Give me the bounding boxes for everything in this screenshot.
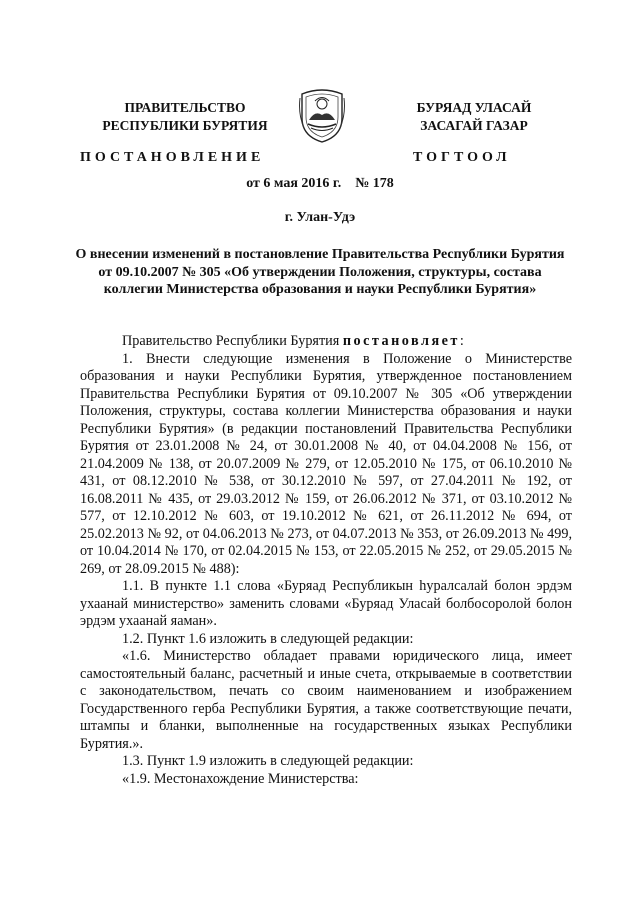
issuer-russian-line1: ПРАВИТЕЛЬСТВО: [124, 100, 246, 115]
paragraph-1-2-quote: «1.6. Министерство обладает правами юридического лица, имеет самостоятельный баланс, расчетный и иные счета, открываемые в соответствии с законодательством, печать со своим наименованием и изображением Государственного герба Республики Бурятия, а также соответствующие печати, штампы и бланки, выполненные на государственных языках Республики Бурятия.».: [80, 648, 572, 752]
issuer-buryat-line1: БУРЯАД УЛАСАЙ: [416, 100, 532, 115]
issuer-buryat-line2: ЗАСАГАЙ ГАЗАР: [420, 118, 528, 133]
paragraph-1-1: 1.1. В пункте 1.1 слова «Буряад Республикын hуралсалай болон эрдэм ухаанай министерство» заменить словами «Буряад Уласай болбосоролой болон эрдэм ухаанай яаман».: [80, 578, 572, 629]
paragraph-1-2: 1.2. Пункт 1.6 изложить в следующей редакции:: [122, 630, 414, 647]
document-title: О внесении изменений в постановление Правительства Республики Бурятия от 09.10.2007 № 305 «Об утверждении Положения, структуры, состава коллегии Министерства образования и науки Республики Бурятия»: [75, 247, 565, 297]
issuer-russian: [100, 99, 270, 135]
paragraph-1: 1. Внести следующие изменения в Положение о Министерстве образования и науки Республики Бурятия, утвержденное постановлением Правительства Республики Бурятия от 09.10.2007 № 305 «Об утверждении Положения, структуры, состава коллегии Министерства образования и науки Республики Бурятия» (в редакции постановлений Правительства Республики Бурятия от 23.01.2008 № 24, от 30.01.2008 № 40, от 04.04.2008 № 156, от 21.04.2009 № 138, от 20.07.2009 № 279, от 12.05.2010 № 175, от 06.10.2010 № 431, от 08.12.2010 № 538, от 30.12.2010 № 597, от 27.04.2011 № 192, от 16.08.2011 № 435, от 29.03.2012 № 159, от 26.06.2012 № 371, от 03.10.2012 № 577, от 12.10.2012 № 603, от 19.10.2012 № 621, от 26.11.2012 № 694, от 25.02.2013 № 92, от 04.06.2013 № 273, от 04.07.2013 № 353, от 26.09.2013 № 499, от 10.04.2014 № 170, от 02.04.2015 № 153, от 22.05.2015 № 252, от 29.05.2015 № 269, от 28.09.2015 № 488):: [80, 350, 572, 577]
document-body: [80, 333, 572, 788]
document-date-number: от 6 мая 2016 г. № 178: [246, 176, 394, 191]
intro-prefix: Правительство Республики Бурятия: [122, 333, 343, 349]
intro-paragraph: [80, 333, 572, 351]
intro-verb: постановляет: [342, 333, 460, 349]
issuer-buryat: [384, 99, 564, 135]
intro-suffix: :: [459, 333, 464, 349]
paragraph-1-3-quote: «1.9. Местонахождение Министерства:: [122, 770, 359, 787]
issuer-russian-line2: РЕСПУБЛИКИ БУРЯТИЯ: [102, 118, 268, 133]
doc-type-buryat: ТОГТООЛ: [413, 150, 511, 165]
doc-type-russian: ПОСТАНОВЛЕНИЕ: [80, 150, 265, 165]
coat-of-arms-icon: [298, 84, 346, 144]
city: г. Улан-Удэ: [284, 210, 356, 225]
paragraph-1-3: 1.3. Пункт 1.9 изложить в следующей редакции:: [122, 753, 414, 769]
